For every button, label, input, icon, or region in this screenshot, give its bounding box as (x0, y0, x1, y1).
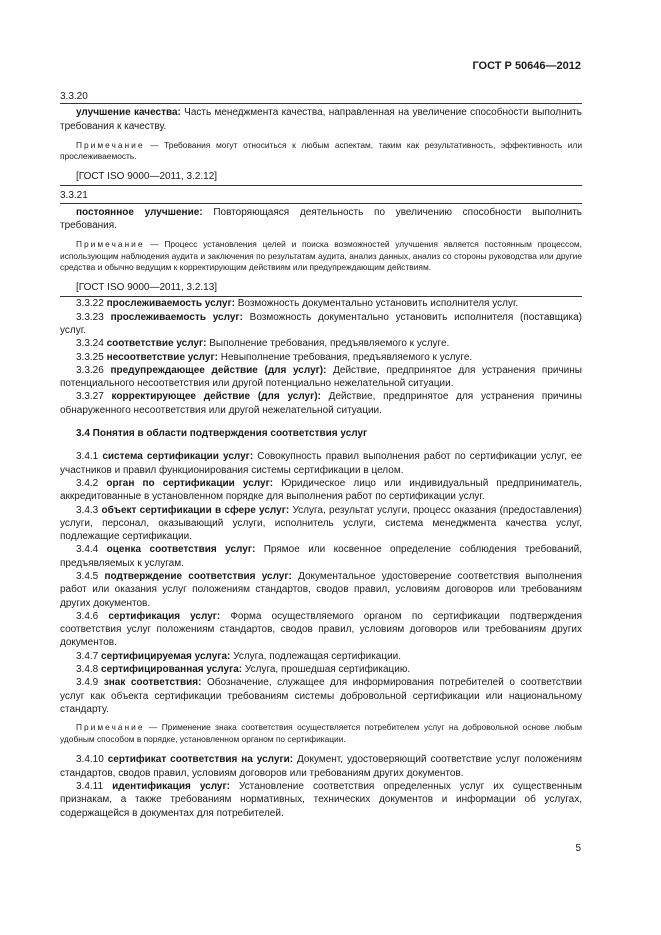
term-number: 3.4.5 (76, 570, 105, 582)
section-heading: 3.4 Понятия в области подтверждения соответствия услуг (76, 428, 368, 440)
note (60, 722, 582, 745)
term-number: 3.4.10 (76, 754, 108, 766)
definition-text: Форма осуществляемого органом по сертификации подтверждения соответствия услуг положениям стандартов, сводов правил, условиям договоров или требованиям других документов. (60, 610, 583, 649)
term-number: 3.4.4 (76, 544, 107, 556)
term-name: объект сертификации в сфере услуг: (101, 504, 290, 516)
definition-text: Возможность документально установить исполнителя услуг. (234, 298, 519, 310)
term-name: улучшение качества: (76, 107, 181, 119)
definition-text: Документ, удостоверяющий соответствие услуг положениям стандартов, сводов правил, условиям договоров или требованиям других документов. (60, 754, 583, 779)
definition-text: Совокупность правил выполнения работ по сертификации услуг, ее участников и правил функционирования системы сертификации в целом. (60, 451, 582, 476)
boxed-term-3-3-21 (60, 203, 582, 298)
term-entry (60, 610, 582, 650)
term-name: корректирующее действие (для услуг): (111, 391, 321, 403)
note-label: Примечание (76, 139, 145, 150)
definition-text: Действие, предпринятое для устранения причины обнаруженного несоответствия или другой нежелательной ситуации. (60, 391, 582, 416)
definition-text: Документальное удостоверение соответствия выполнения работ или оказания услуг положениям стандартов, сводов правил, условиям договоров или требованиям других документов. (60, 570, 582, 609)
term-entry (60, 450, 582, 477)
term-number: 3.3.27 (76, 391, 112, 403)
term-name: несоответствие услуг: (106, 351, 218, 363)
term-name: постоянное улучшение: (76, 206, 203, 218)
note (60, 239, 582, 274)
term-name: оценка соответствия услуг: (106, 544, 256, 556)
term-entry (60, 297, 582, 310)
term-entry (60, 390, 582, 417)
term-name: предупреждающее действие (для услуг): (110, 364, 327, 376)
definition-text: Юридическое лицо или индивидуальный предприниматель, аккредитованные в установленном порядке для выполнения работ по сертификации услуг. (60, 477, 582, 503)
term-entry (60, 477, 582, 504)
definition-text: Возможность документально установить исполнителя (поставщика) услуг. (60, 311, 583, 336)
term-number: 3.4.2 (76, 477, 107, 489)
term-name: сертифицируемая услуга: (101, 650, 231, 662)
definition-text: Услуга, результат услуги, процесс оказания (предоставления) услуги, персонал, оказывающий услуги, исполнитель услуги, система менеджмента качества услуг, подлежащие сертификации. (60, 504, 582, 543)
definition-text: Повторяющаяся деятельность по увеличению способности выполнить требования. (60, 206, 583, 231)
term-name: прослеживаемость услуг: (106, 298, 235, 310)
term-number: 3.4.1 (76, 451, 103, 463)
term-entry (60, 780, 582, 820)
term-entry (60, 543, 582, 570)
term-name: сертификация услуг: (108, 610, 221, 622)
term-name: сертифицированная услуга: (101, 664, 243, 676)
term-definition (60, 106, 582, 133)
term-definition (60, 206, 582, 233)
document-code: ГОСТ Р 50646—2012 (472, 60, 581, 72)
note-label: Примечание (76, 722, 145, 733)
note (60, 140, 582, 163)
term-number: 3.4.8 (76, 664, 102, 676)
term-number: 3.3.20 (60, 91, 88, 102)
definition-text: Невыполнение требования, предъявляемого к услуге. (217, 351, 473, 363)
page-content (60, 90, 582, 820)
term-number: 3.3.26 (76, 364, 111, 376)
term-number: 3.4.7 (76, 650, 102, 662)
term-entry (60, 570, 582, 610)
term-entry (60, 663, 582, 676)
term-entry (60, 504, 582, 544)
definition-text: Выполнение требования, предъявляемого к услуге. (206, 338, 450, 350)
term-number: 3.4.6 (76, 610, 109, 622)
term-number: 3.4.11 (76, 781, 113, 793)
term-name: сертификат соответствия на услуги: (107, 754, 294, 766)
term-name: знак соответствия: (103, 677, 202, 689)
term-number: 3.3.21 (60, 190, 88, 202)
term-entry (60, 650, 582, 663)
term-number: 3.3.22 (76, 298, 107, 310)
definition-text: Прямое или косвенное определение соблюдения требований, предъявляемых к услугам. (60, 544, 582, 569)
term-name: соответствие услуг: (106, 338, 207, 350)
note-text: — Требования могут относиться к любым аспектам, таким как результативность, эффективность или прослеживаемость. (60, 139, 582, 162)
term-entry (60, 753, 582, 780)
definition-text: Установление соответствия определенных услуг их существенным признакам, а также требованиям нормативных, технических документов и информации об услугах, содержащейся в документах для потребителей. (60, 781, 583, 819)
term-name: идентификация услуг: (112, 781, 230, 793)
definition-text: Услуга, прошедшая сертификацию. (242, 664, 411, 676)
term-entry (60, 351, 582, 364)
definition-text: Обозначение, служащее для информирования потребителей о соответствии услуг как объекта сертификации требованиям системы добровольной сертификации или национальному стандарту. (60, 677, 582, 715)
term-name: подтверждение соответствия услуг: (104, 570, 292, 582)
term-name: система сертификации услуг: (102, 451, 254, 463)
term-name: орган по сертификации услуг: (106, 477, 274, 489)
note-label: Примечание (76, 239, 145, 250)
term-entry (60, 311, 582, 338)
term-number: 3.4.9 (76, 677, 104, 689)
source-reference: [ГОСТ ISO 9000—2011, 3.2.12] (76, 171, 218, 183)
term-number: 3.4.3 (76, 504, 102, 516)
note-text: — Применение знака соответствия осуществляется потребителем услуг на добровольной основе любым удобным способом в порядке, установленном органом по сертификации. (60, 722, 582, 744)
term-name: прослеживаемость услуг: (110, 311, 243, 323)
term-number: 3.3.25 (76, 351, 107, 363)
page-number: 5 (575, 843, 581, 854)
term-entry (60, 337, 582, 350)
term-entry (60, 676, 582, 716)
source-reference: [ГОСТ ISO 9000—2011, 3.2.13] (76, 282, 218, 294)
term-number: 3.3.24 (76, 338, 107, 350)
definition-text: Часть менеджмента качества, направленная на увеличение способности выполнить требования к качеству. (60, 107, 582, 132)
definition-text: Действие, предпринятое для устранения причины потенциального несоответствия или другой потенциально нежелательной ситуации. (60, 364, 582, 390)
boxed-term-3-3-20 (60, 103, 582, 186)
definition-text: Услуга, подлежащая сертификации. (230, 650, 402, 662)
note-text: — Процесс установления целей и поиска возможностей улучшения является постоянным процессом, использующим наблюдения аудита и заключения по результатам аудита, анализ данных, анализ со стороны руководства или другие средства и обычно ведущим к корректирующим действиям или предупреждающим действиям. (60, 239, 582, 273)
term-number: 3.3.23 (76, 311, 111, 323)
term-entry (60, 364, 582, 391)
